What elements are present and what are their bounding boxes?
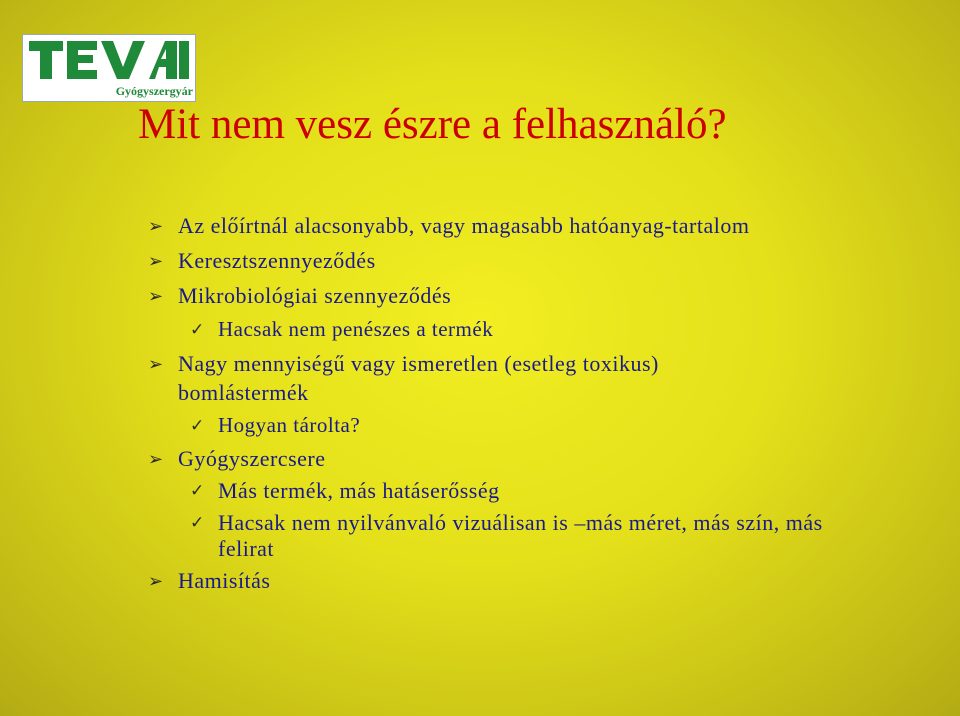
list-item: [190, 478, 500, 504]
checkmark-icon: ✓: [190, 513, 205, 532]
list-item-text: bomlástermék: [178, 380, 309, 405]
checkmark-icon: ✓: [190, 319, 205, 339]
list-item-text: Hacsak nem nyilvánvaló vizuálisan is –más méret, más szín, más: [218, 510, 823, 535]
checkmark-icon: ✓: [190, 415, 205, 435]
checkmark-icon: ✓: [190, 481, 205, 500]
slide-title: Mit nem vesz észre a felhasználó?: [138, 101, 727, 148]
list-item-text: Az előírtnál alacsonyabb, vagy magasabb hatóanyag-tartalom: [178, 213, 750, 238]
list-item-text: Keresztszennyeződés: [178, 248, 376, 273]
list-item: [148, 446, 326, 472]
list-item-text: Hamisítás: [178, 568, 271, 593]
arrow-bullet-icon: ➢: [148, 570, 164, 591]
arrow-bullet-icon: ➢: [148, 353, 164, 374]
logo-subtitle: Gyógyszergyár: [115, 84, 193, 98]
list-item: [148, 213, 749, 239]
arrow-bullet-icon: ➢: [148, 250, 164, 271]
list-item-text: Hacsak nem penészes a termék: [218, 317, 494, 341]
list-item: [190, 413, 360, 438]
list-item-text: Mikrobiológiai szennyeződés: [178, 283, 452, 308]
arrow-bullet-icon: ➢: [148, 448, 164, 469]
arrow-bullet-icon: ➢: [148, 285, 164, 306]
list-item-text: Gyógyszercsere: [178, 446, 326, 471]
list-item: [148, 283, 451, 309]
list-item: [148, 248, 376, 274]
list-item-continuation: [148, 380, 309, 406]
list-item-text: felirat: [218, 536, 275, 561]
list-item-text: Hogyan tárolta?: [218, 413, 361, 437]
list-item: [190, 317, 493, 342]
list-item-text: Nagy mennyiségű vagy ismeretlen (esetleg toxikus): [178, 351, 659, 376]
list-item: [148, 351, 659, 377]
arrow-bullet-icon: ➢: [148, 215, 164, 236]
list-item-continuation: [190, 536, 274, 562]
list-item-text: Más termék, más hatáserősség: [218, 478, 500, 503]
list-item: [148, 568, 271, 594]
list-item: [190, 510, 823, 536]
